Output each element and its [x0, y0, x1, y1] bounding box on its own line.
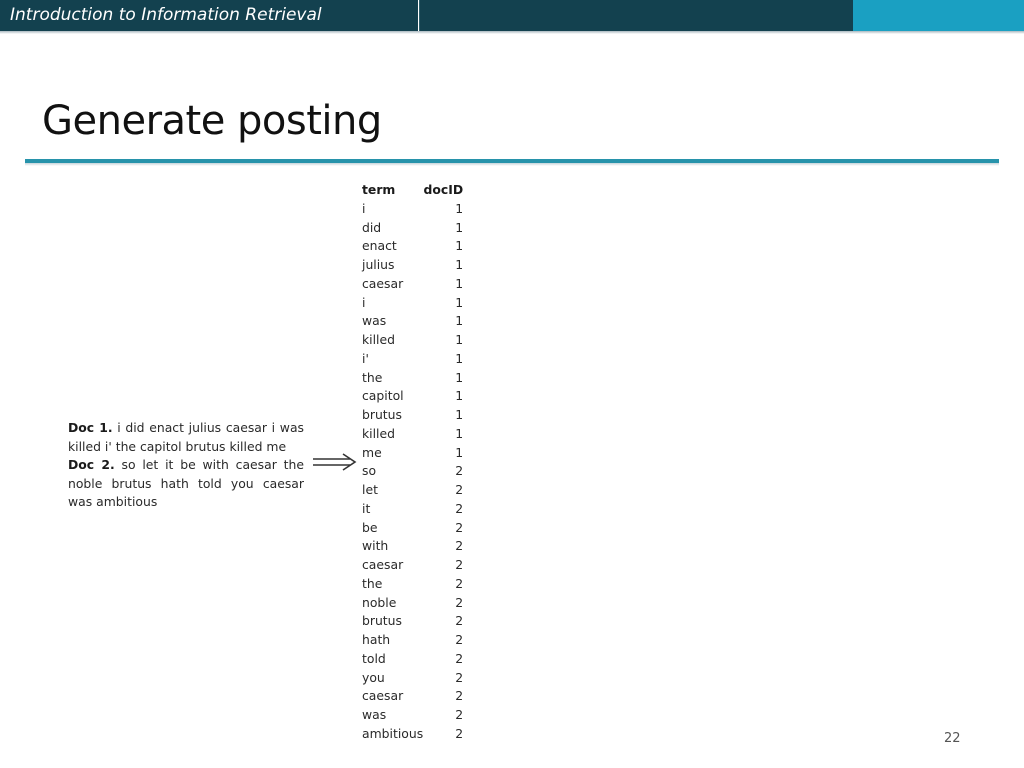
term-cell: i' [362, 350, 369, 366]
table-row [362, 294, 463, 313]
table-row [362, 556, 463, 575]
docid-cell: 1 [455, 444, 464, 460]
table-row [362, 444, 463, 463]
docid-cell: 2 [455, 650, 464, 666]
docid-cell: 1 [455, 350, 464, 366]
docid-cell: 2 [455, 632, 464, 647]
term-cell: did [362, 219, 382, 235]
docid-cell: 1 [455, 200, 464, 216]
term-cell: killed [362, 425, 395, 441]
docid-cell: 2 [455, 725, 464, 741]
term-cell: brutus [362, 407, 402, 422]
course-title: Introduction to Information Retrieval [10, 5, 322, 25]
table-row [362, 687, 463, 706]
term-cell: enact [362, 238, 397, 254]
term-cell: caesar [362, 688, 404, 704]
title-underline-shadow [25, 163, 999, 166]
term-cell: i [362, 294, 366, 310]
docid-cell: 2 [455, 538, 464, 554]
table-row [362, 631, 463, 650]
table-row [362, 481, 463, 500]
term-cell: hath [362, 632, 391, 647]
docid-cell: 1 [455, 369, 464, 385]
table-row [362, 537, 463, 556]
header-accent-block [853, 0, 1024, 31]
table-row [362, 519, 463, 538]
docid-cell: 2 [455, 707, 464, 722]
term-cell: caesar [362, 275, 404, 291]
header-shadow [0, 31, 1024, 34]
column-header-docid: docID [423, 182, 464, 197]
doc-2 [68, 457, 304, 509]
table-row [362, 369, 463, 388]
postings-table [362, 181, 463, 744]
docid-cell: 2 [455, 575, 464, 591]
term-cell: with [362, 538, 389, 554]
header-banner-middle [419, 0, 854, 31]
table-row [362, 425, 463, 444]
table-row [362, 387, 463, 406]
docid-cell: 1 [455, 238, 464, 254]
doc-2-text: so let it be with caesar the noble brutus hath told you caesar was ambitious [68, 457, 304, 510]
term-cell: the [362, 369, 383, 385]
term-cell: the [362, 575, 383, 591]
term-cell: told [362, 650, 386, 666]
docid-cell: 1 [455, 294, 464, 310]
docid-cell: 2 [455, 463, 464, 479]
table-row [362, 331, 463, 350]
term-cell: julius [362, 257, 395, 272]
term-cell: was [362, 707, 387, 722]
doc-1-text: i did enact julius caesar i was killed i' the capitol brutus killed me [68, 420, 304, 454]
docid-cell: 2 [455, 500, 464, 516]
table-row [362, 500, 463, 519]
term-cell: was [362, 313, 387, 329]
table-row [362, 650, 463, 669]
table-row [362, 669, 463, 688]
docid-cell: 2 [455, 557, 464, 572]
postings-header-row [362, 181, 463, 200]
table-row [362, 200, 463, 219]
table-row [362, 312, 463, 331]
column-header-term: term [362, 182, 396, 197]
documents-text [68, 419, 304, 512]
term-cell: brutus [362, 613, 402, 629]
table-row [362, 594, 463, 613]
docid-cell: 2 [455, 482, 464, 497]
double-right-arrow-icon [312, 451, 358, 473]
docid-cell: 1 [455, 313, 464, 329]
docid-cell: 2 [455, 688, 464, 704]
table-row [362, 256, 463, 275]
term-cell: capitol [362, 388, 404, 404]
table-row [362, 706, 463, 725]
term-cell: noble [362, 594, 397, 610]
doc-1-label: Doc 1. [68, 420, 113, 435]
term-cell: i [362, 200, 366, 216]
slide-title: Generate posting [42, 98, 382, 144]
docid-cell: 2 [455, 613, 464, 629]
doc-2-label: Doc 2. [68, 457, 115, 473]
term-cell: killed [362, 332, 395, 347]
docid-cell: 1 [455, 407, 464, 422]
table-row [362, 725, 463, 744]
term-cell: caesar [362, 557, 404, 572]
table-row [362, 612, 463, 631]
table-row [362, 350, 463, 369]
docid-cell: 1 [455, 275, 464, 291]
table-row [362, 406, 463, 425]
table-row [362, 275, 463, 294]
table-row [362, 462, 463, 481]
term-cell: let [362, 482, 378, 497]
term-cell: me [362, 444, 382, 460]
term-cell: ambitious [362, 725, 424, 741]
doc-1 [68, 420, 304, 454]
table-row [362, 219, 463, 238]
term-cell: you [362, 669, 385, 685]
table-row [362, 575, 463, 594]
docid-cell: 2 [455, 594, 464, 610]
docid-cell: 1 [455, 388, 464, 404]
docid-cell: 1 [455, 257, 464, 272]
docid-cell: 1 [455, 219, 464, 235]
postings-body [362, 200, 463, 744]
docid-cell: 2 [455, 519, 464, 535]
docid-cell: 1 [455, 425, 464, 441]
table-row [362, 237, 463, 256]
docid-cell: 2 [455, 669, 464, 685]
term-cell: be [362, 519, 378, 535]
term-cell: it [362, 500, 371, 516]
term-cell: so [362, 463, 377, 479]
page-number: 22 [944, 731, 961, 746]
docid-cell: 1 [455, 332, 464, 347]
